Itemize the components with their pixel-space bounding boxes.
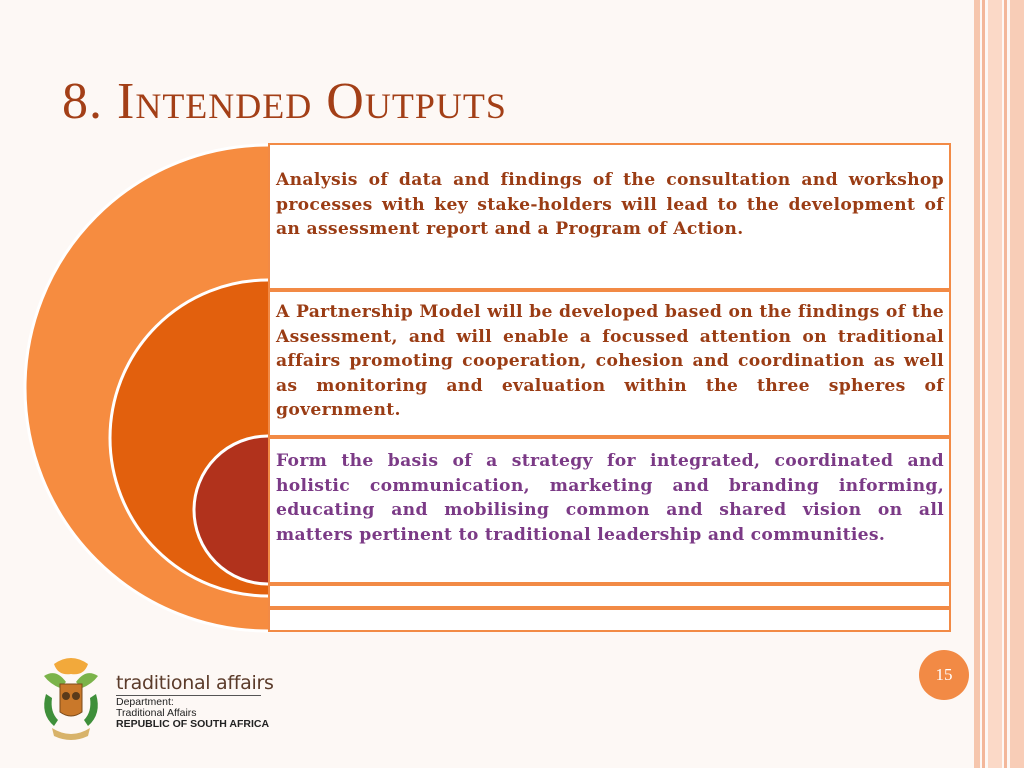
brand-name: traditional affairs [116, 672, 274, 694]
output-text-2: A Partnership Model will be developed based on the findings of the Assessment, and will enable a focussed attention on traditional affairs promoting cooperation, cohesion and coordination as well as monitoring and evaluation within the three spheres of government. [276, 302, 944, 420]
department-label: Department: [116, 696, 174, 708]
page-number-badge: 15 [919, 650, 969, 700]
department-block [116, 697, 269, 730]
department-name: Traditional Affairs [116, 707, 197, 719]
output-text-1: Analysis of data and findings of the consultation and workshop processes with key stake-holders will lead to the development of an assessment report and a Program of Action. [276, 170, 944, 239]
coat-of-arms-icon [36, 654, 106, 746]
spacer-box-2 [268, 608, 951, 632]
output-text-3: Form the basis of a strategy for integrated, coordinated and holistic communication, marketing and branding informing, educating and mobilising common and shared vision on all matters pertinent to traditional leadership and communities. [276, 451, 944, 545]
slide-title: 8. Intended Outputs [62, 73, 507, 130]
country-name: REPUBLIC OF SOUTH AFRICA [116, 718, 270, 730]
spacer-box-1 [268, 584, 951, 608]
